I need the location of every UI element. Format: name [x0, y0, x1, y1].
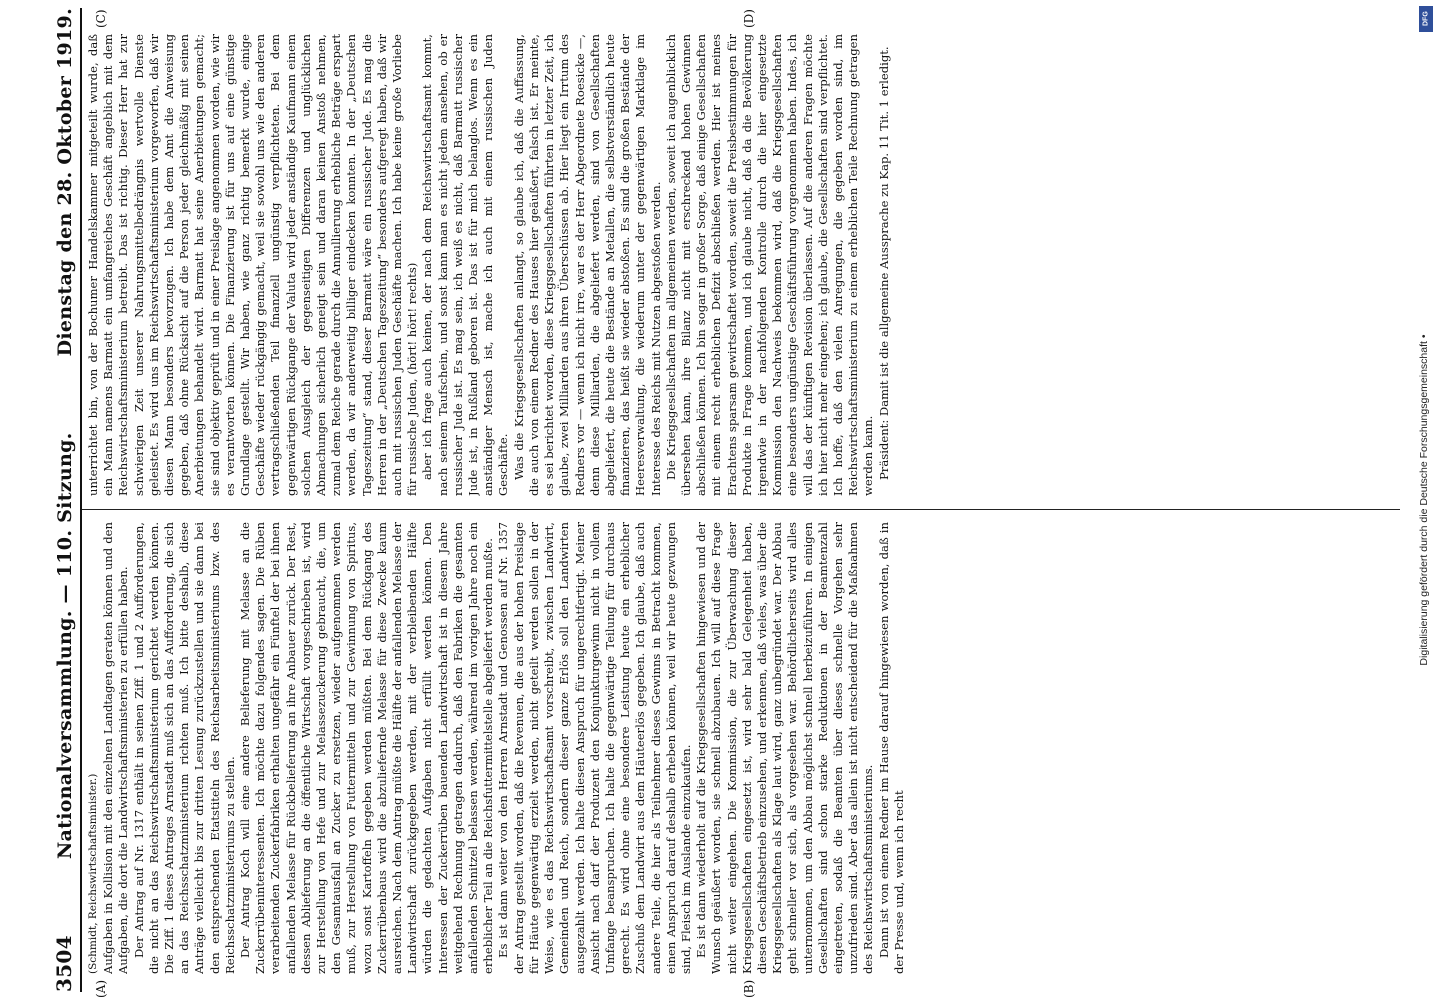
- margin-mark-c: (C): [94, 9, 108, 28]
- digitization-credit: [1413, 0, 1434, 1000]
- paragraph: Es ist dann wiederholt auf die Kriegsgesellschaften hingewiesen und der Wunsch geäußert worden, sie schnell abzubauen. Ich will auf diese Frage nicht weiter eingehen. Die Kommission, die zur Überwachung dieser Kriegsgesellschaften eingesetzt ist, wird sehr bald Gelegenheit haben, diesen Geschäftsbetrieb einzusehen, und erkennen, daß vieles, was über die Kriegsgesellschaften als Klage laut wird, ganz unbegründet war. Der Abbau geht schneller vor sich, als vorgesehen war. Behördlicherseits wird alles unternommen, um den Abbau möglichst schnell herbeizuführen. In einigen Gesellschaften sind schon starke Reduktionen in der Beamtenzahl eingetreten, sodaß die Beamten über dieses schnelle Vorgehen sehr unzufrieden sind. Aber das allein ist nicht entscheidend für die Maßnahmen des Reichswirtschaftsministeriums.: [694, 522, 876, 974]
- margin-mark-d: (D): [742, 9, 756, 28]
- session-date: Dienstag den 28. Oktober 1919.: [54, 8, 76, 357]
- column-divider: [82, 509, 1400, 510]
- margin-mark-a: (A): [94, 979, 108, 998]
- paragraph: Die Kriegsgesellschaften im allgemeinen werden, soweit ich augenblicklich übersehen kann, ihre Bilanz nicht mit erschreckend hohen Gewinnen abschließen können. Ich bin sogar in großer Sorge, daß einige Gesellschaften mit einem recht erheblichen Defizit abschließen werden. Hier ist meines Erachtens sparsam gewirtschaftet worden, soweit die Preisbestimmungen für Produkte in Frage kommen, und ich glaube nicht, daß da die Bevölkerung irgendwie in der nachfolgenden Kontrolle durch die hier eingesetzte Kommission den Nachweis bekommen wird, daß die Kriegsgesellschaften eine besonders ungünstige Geschäftsführung vorgenommen haben. Indes, ich will das der künftigen Revision überlassen. Auf die anderen Fragen möchte ich hier nicht mehr eingehen; ich glaube, die Gesellschaften sind verpflichtet. Ich hoffe, daß den vielen Anregungen, die gegeben worden sind, im Reichswirtschaftsministerium zu einem erheblichen Teile Rechnung getragen werden kann.: [663, 34, 876, 496]
- paragraph: aber ich frage auch keinen, der nach dem Reichswirtschaftsamt kommt, nach seinem Taufschein, und sonst kann man es nicht jedem ansehen, ob er russischer Jude ist. Es mag sein, ich weiß es nicht, daß Barmatt russischer Jude ist, in Rußland geboren ist. Das ist für mich belanglos. Wenn es ein anständiger Mensch ist, mache ich auch mit einem russischen Juden Geschäfte.: [420, 34, 511, 496]
- running-head: [42, 8, 82, 992]
- paragraph: Der Antrag auf Nr. 1317 enthält in seinen Ziff. 1 und 2 Aufforderungen, die nicht an das Reichswirtschaftsministerium gerichtet werden können. Die Ziff. 1 dieses Antrages Arnstadt muß sich an das Aufforderung, die sich an das Reichsschatzministerium richten muß. Ich bitte deshalb, diese Anträge vielleicht bis zur dritten Lesung zurückzustellen und sie dann bei den entsprechenden Etatstiteln des Reichsarbeitsministeriums bzw. des Reichsschatzministeriums zu stellen.: [131, 522, 237, 974]
- paragraph: Aufgaben in Kollision mit den einzelnen Landtagen geraten können und den Aufgaben, die dort die Landwirtschaftsministerien zu erfüllen haben.: [101, 522, 131, 974]
- margin-mark-b: (B): [742, 979, 756, 998]
- session-title: Nationalversammlung. — 110. Sitzung.: [54, 432, 76, 860]
- page-number: 3504: [52, 935, 76, 992]
- paragraph: Der Antrag Koch will eine andere Belieferung mit Melasse an die Zuckerrübeninteressenten. Ich möchte dazu folgendes sagen. Die Rüben verarbeitenden Zuckerfabriken erhalten ungefähr ein Fünftel der bei ihnen anfallenden Melasse für Rückbelieferung an ihre Anbauer zurück. Der Rest, dessen Ablieferung an die öffentliche Wirtschaft vorgeschrieben ist, wird zur Herstellung von Hefe und zur Melassezuckerung gebraucht, die, um den Gesamtausfall an Zucker zu ersetzen, wieder aufgenommen werden muß, zur Herstellung von Futtermitteln und zur Gewinnung von Spiritus, wozu sonst Kartoffeln gegeben werden müßten. Bei dem Rückgang des Zuckerrübenbaus wird die abzuliefernde Melasse für diese Zwecke kaum ausreichen. Nach dem Antrag müßte die Hälfte der anfallenden Melasse der Landwirtschaft zurückgegeben werden, mit der verbleibenden Hälfte würden die gedachten Aufgaben nicht erfüllt werden können. Den Interessen der Zuckerrüben bauenden Landwirtschaft ist in diesem Jahre weitgehend Rechnung getragen dadurch, daß den Fabriken die gesamten anfallenden Schnitzel belassen werden, während im vorigen Jahre noch ein erheblicher Teil an die Reichsfuttermittelstelle abgeliefert werden mußte.: [238, 522, 496, 974]
- dfg-logo: DFG: [1419, 6, 1433, 32]
- paragraph: Dann ist von einem Redner im Hause darauf hingewiesen worden, daß in der Presse und, wenn ich recht: [876, 522, 906, 974]
- credit-text: Digitalisierung gefördert durch die Deutsche Forschungsgemeinschaft •: [1417, 334, 1430, 666]
- paragraph: Es ist dann weiter von den Herren Arnstadt und Genossen auf Nr. 1357 der Antrag gestellt worden, daß die Revenuen, die aus der hohen Preislage für Häute gegenwärtig erzielt werden, nicht geteilt werden sollen in der Weise, wie es das Reichswirtschaftsamt vorschreibt, zwischen Landwirt, Gemeinden und Reich, sondern dieser ganze Erlös soll den Landwirten ausgezahlt werden. Ich halte diesen Anspruch für ungerechtfertigt. Meiner Ansicht nach darf der Produzent den Konjunkturgewinn nicht in vollem Umfange beanspruchen. Ich halte die gegenwärtige Teilung für durchaus gerecht. Es wird ohne eine besondere Leistung heute ein erheblicher Zuschuß dem Landwirt aus dem Häuteerlös gegeben. Ich glaube, daß auch andere Teile, die hier als Teilnehmer dieses Gewinns in Betracht kommen, einen Anspruch darauf deshalb erheben können, weil wir heute gezwungen sind, Fleisch im Auslande einzukaufen.: [496, 522, 693, 974]
- rotated-page: [30, 0, 1410, 1000]
- speaker-note: (Schmidt, Reichswirtschaftsminister.): [87, 773, 99, 974]
- right-column: [86, 34, 1396, 496]
- paragraph: unterrichtet bin, von der Bochumer Handelskammer mitgeteilt wurde, daß ein Mann namens Barmatt ein umfangreiches Geschäft angeblich mit dem Reichswirtschaftsministerium betreibt. Das ist richtig. Dieser Herr hat zur schwierigen Zeit unserer Nahrungsmittelbedrängnis wertvolle Dienste geleistet. Es wird uns im Reichswirtschaftsministerium vorgeworfen, daß wir diesen Mann besonders bevorzugen. Ich habe dem Amt die Anweisung gegeben, daß ohne Rücksicht auf die Person jeder gleichmäßig mit seinen Anerbietungen behandelt wird. Barmatt hat seine Anerbietungen gemacht; sie sind objektiv geprüft und in einer Preislage angenommen worden, wie wir es verantworten können. Die Finanzierung ist für uns auf eine günstige Grundlage gestellt. Wir haben, wie ganz richtig bemerkt wurde, einige Geschäfte wieder rückgängig gemacht, weil sie sowohl uns wie den anderen vertragschließenden Teil finanziell ungünstig verpflichteten. Bei dem gegenwärtigen Rückgange der Valuta wird jeder anständige Kaufmann einem solchen Ausgleich der gegenseitigen Differenzen und unglücklichen Abmachungen sicherlich geneigt sein und daran keinen Anstoß nehmen, zumal dem Reiche gerade durch die Annullierung erhebliche Beträge erspart werden, da wir anderweitig billiger eindecken konnten. In der „Deutschen Tageszeitung“ stand, dieser Barmatt wäre ein russischer Jude. Es mag die Herren in der „Deutschen Tageszeitung“ besonders aufgeregt haben, daß wir auch mit russischen Juden Geschäfte machen. Ich habe keine große Vorliebe für russische Juden, (hört! hört! rechts): [86, 34, 420, 496]
- paragraph: Präsident: Damit ist die allgemeine Aussprache zu Kap. 11 Tit. 1 erledigt.: [876, 46, 891, 480]
- left-column: [86, 522, 1396, 974]
- paragraph: Was die Kriegsgesellschaften anlangt, so glaube ich, daß die Auffassung, die auch von einem Redner des Hauses hier geäußert, falsch ist. Er meinte, es sei berichtet worden, diese Kriegsgesellschaften führten in letzter Zeit, ich glaube, zwei Milliarden aus ihren Überschüssen ab. Hier liegt ein Irrtum des Redners vor — wenn ich nicht irre, war es der Herr Abgeordnete Roesicke —, denn diese Milliarden, die abgeliefert werden, sind von Gesellschaften abgeliefert, die heute die Bestände an Metallen, die selbstverständlich heute finanzieren, das heißt sie wieder abstoßen. Es sind die großen Bestände der Heeresverwaltung, die wiederum unter der gegenwärtigen Marktlage im Interesse des Reichs mit Nutzen abgestoßen werden.: [511, 34, 663, 496]
- document-page: [30, 0, 1410, 1000]
